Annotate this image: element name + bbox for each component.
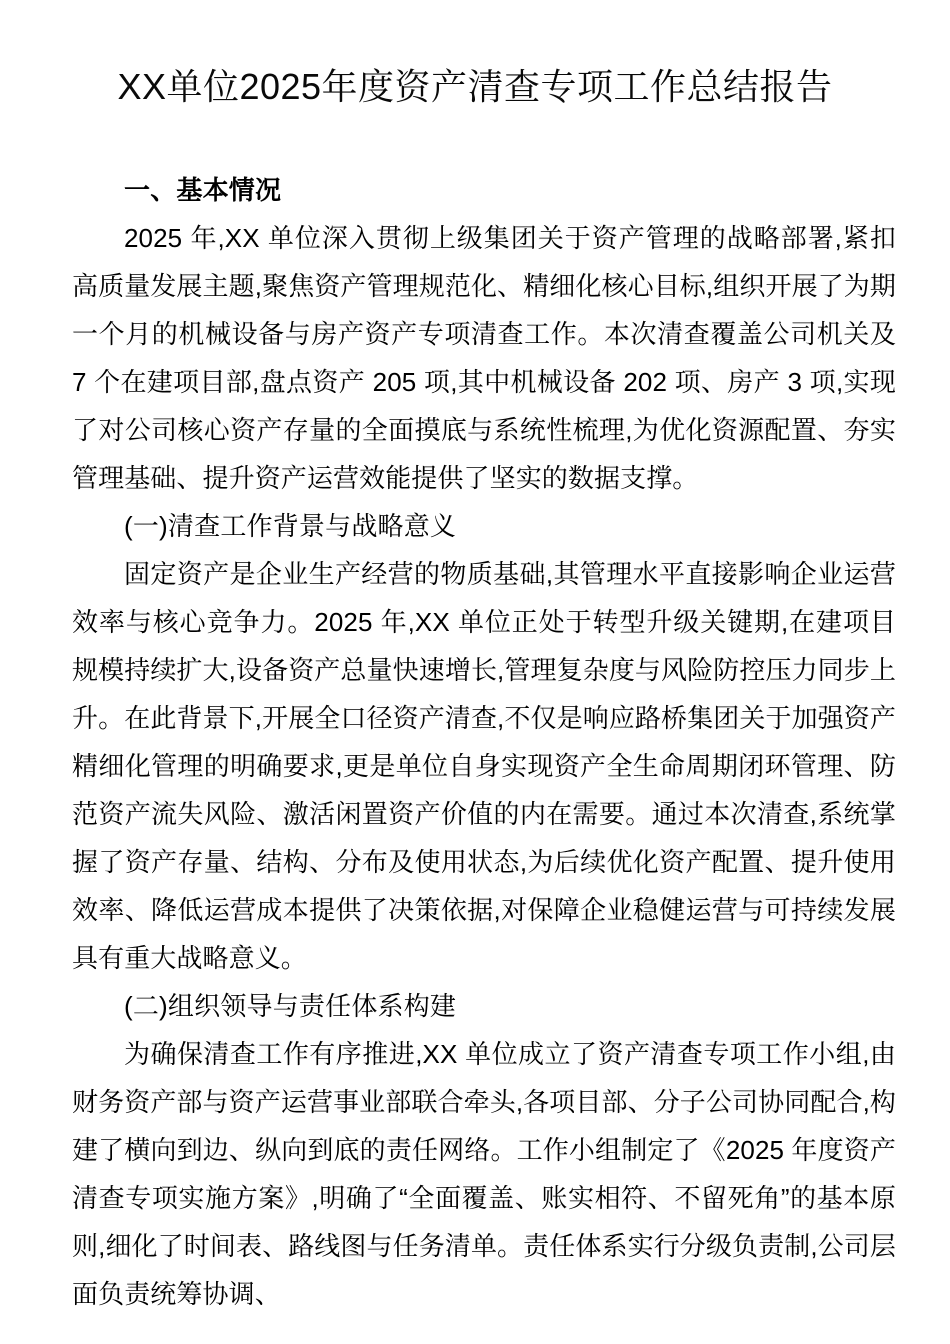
- section-heading-basic-situation: 一、基本情况: [124, 175, 282, 205]
- paragraph-overview: 2025 年,XX 单位深入贯彻上级集团关于资产管理的战略部署,紧扣高质量发展主题,聚焦资产管理规范化、精细化核心目标,组织开展了为期一个月的机械设备与房产资产专项清查工作。本次清查覆盖公司机关及 7 个在建项目部,盘点资产 205 项,其中机械设备 202 项、房产 3 项,实现了对公司核心资产存量的全面摸底与系统性梳理,为优化资源配置、夯实管理基础、提升资产运营效能提供了坚实的数据支撑。: [72, 223, 896, 493]
- paragraph-organization-responsibility: 为确保清查工作有序推进,XX 单位成立了资产清查专项工作小组,由财务资产部与资产运营事业部联合牵头,各项目部、分子公司协同配合,构建了横向到边、纵向到底的责任网络。工作小组制定了《2025 年度资产清查专项实施方案》,明确了“全面覆盖、账实相符、不留死角”的基本原则,细化了时间表、路线图与任务清单。责任体系实行分级负责制,公司层面负责统筹协调、: [72, 1039, 896, 1309]
- sub-heading-organization-responsibility: (二)组织领导与责任体系构建: [124, 991, 457, 1021]
- sub-heading-background-significance: (一)清查工作背景与战略意义: [124, 511, 457, 541]
- document-title: XX单位2025年度资产清查专项工作总结报告: [117, 66, 833, 107]
- paragraph-background-significance: 固定资产是企业生产经营的物质基础,其管理水平直接影响企业运营效率与核心竞争力。2025 年,XX 单位正处于转型升级关键期,在建项目规模持续扩大,设备资产总量快速增长,管理复杂度与风险防控压力同步上升。在此背景下,开展全口径资产清查,不仅是响应路桥集团关于加强资产精细化管理的明确要求,更是单位自身实现资产全生命周期闭环管理、防范资产流失风险、激活闲置资产价值的内在需要。通过本次清查,系统掌握了资产存量、结构、分布及使用状态,为后续优化资产配置、提升使用效率、降低运营成本提供了决策依据,对保障企业稳健运营与可持续发展具有重大战略意义。: [72, 559, 896, 973]
- document-body: [72, 166, 896, 1318]
